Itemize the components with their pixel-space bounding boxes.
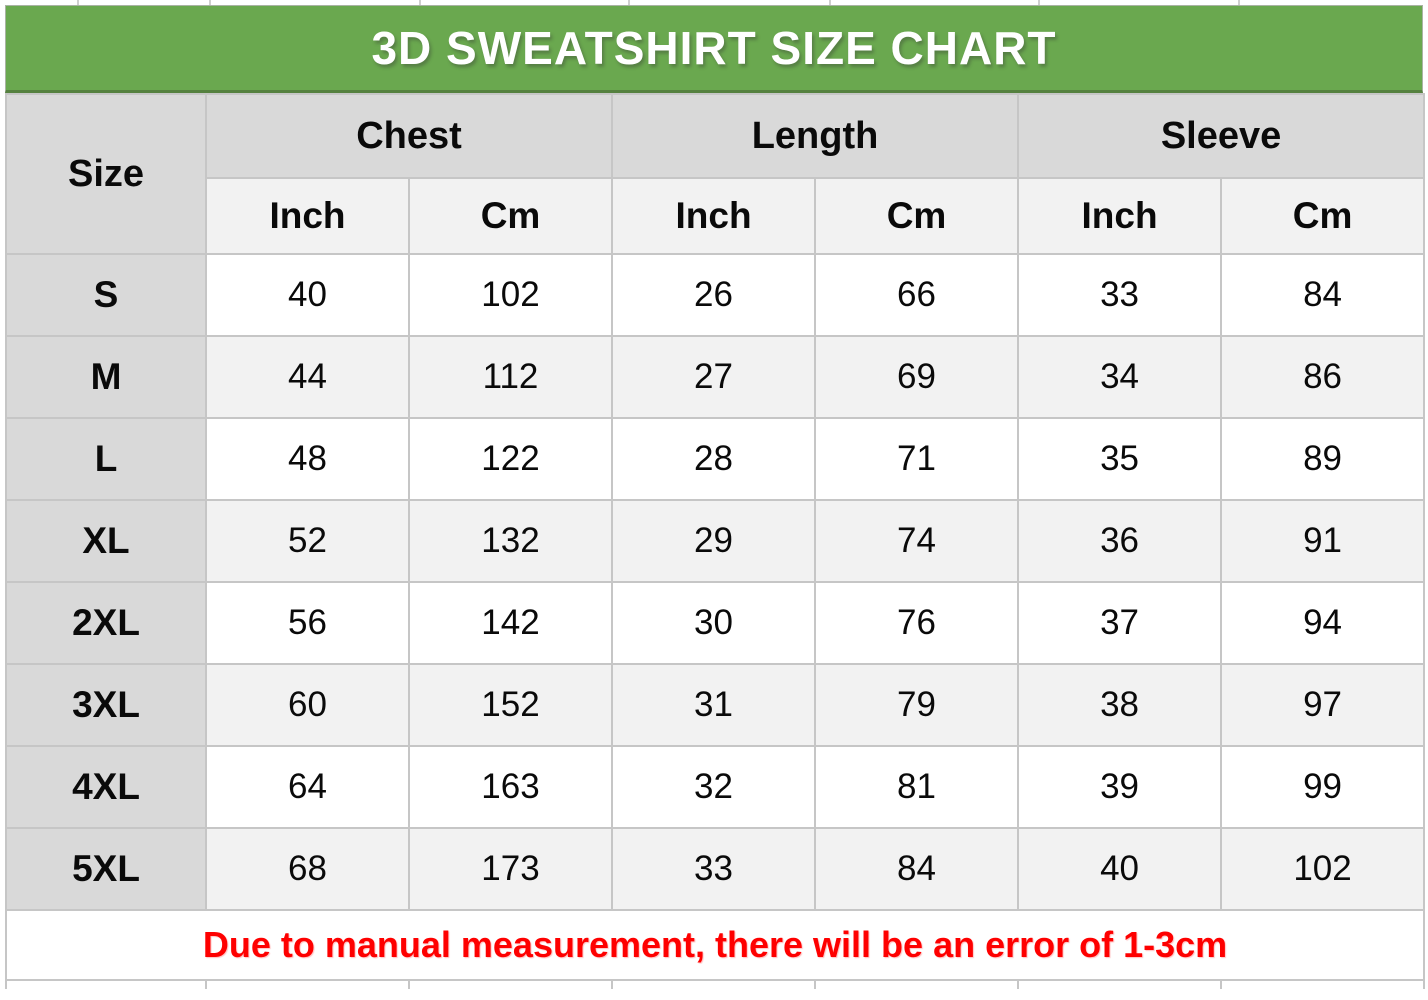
empty-cell [206,980,409,989]
measurement-value: 89 [1221,418,1424,500]
size-column-header: Size [6,94,206,254]
measurement-value: 97 [1221,664,1424,746]
measurement-value: 86 [1221,336,1424,418]
measurement-value: 79 [815,664,1018,746]
unit-header-sleeve-cm: Cm [1221,178,1424,254]
measurement-value: 122 [409,418,612,500]
unit-header-row [6,178,1424,254]
size-label: 3XL [6,664,206,746]
table-row [6,500,1424,582]
measurement-value: 102 [1221,828,1424,910]
page-title: 3D SWEATSHIRT SIZE CHART [371,22,1057,74]
measurement-value: 91 [1221,500,1424,582]
measurement-value: 84 [815,828,1018,910]
measurement-value: 71 [815,418,1018,500]
table-row [6,254,1424,336]
empty-cell [409,980,612,989]
group-header-sleeve: Sleeve [1018,94,1424,178]
measurement-value: 76 [815,582,1018,664]
measurement-value: 27 [612,336,815,418]
measurement-value: 56 [206,582,409,664]
measurement-value: 163 [409,746,612,828]
measurement-value: 102 [409,254,612,336]
measurement-value: 33 [1018,254,1221,336]
measurement-value: 112 [409,336,612,418]
size-table [5,93,1425,989]
size-label: M [6,336,206,418]
group-header-row [6,94,1424,178]
measurement-value: 84 [1221,254,1424,336]
note-row [6,910,1424,980]
measurement-value: 35 [1018,418,1221,500]
empty-cell [1221,980,1424,989]
measurement-value: 40 [206,254,409,336]
measurement-value: 132 [409,500,612,582]
measurement-value: 173 [409,828,612,910]
table-row [6,336,1424,418]
unit-header-sleeve-inch: Inch [1018,178,1221,254]
unit-header-length-cm: Cm [815,178,1018,254]
measurement-value: 37 [1018,582,1221,664]
size-label: 4XL [6,746,206,828]
measurement-value: 99 [1221,746,1424,828]
measurement-value: 26 [612,254,815,336]
size-label: L [6,418,206,500]
measurement-value: 68 [206,828,409,910]
sheet-gridline-strip-bottom [6,980,1424,989]
measurement-value: 69 [815,336,1018,418]
size-label: 5XL [6,828,206,910]
empty-cell [815,980,1018,989]
empty-cell [612,980,815,989]
measurement-value: 48 [206,418,409,500]
measurement-value: 30 [612,582,815,664]
table-row [6,582,1424,664]
size-label: 2XL [6,582,206,664]
table-row [6,418,1424,500]
measurement-value: 74 [815,500,1018,582]
unit-header-length-inch: Inch [612,178,815,254]
size-label: XL [6,500,206,582]
measurement-value: 38 [1018,664,1221,746]
measurement-value: 32 [612,746,815,828]
table-row [6,664,1424,746]
empty-cell [6,980,206,989]
measurement-value: 28 [612,418,815,500]
measurement-note: Due to manual measurement, there will be an error of 1-3cm [6,910,1424,980]
measurement-value: 44 [206,336,409,418]
measurement-value: 29 [612,500,815,582]
title-banner [5,5,1423,93]
measurement-value: 40 [1018,828,1221,910]
table-row [6,828,1424,910]
measurement-value: 34 [1018,336,1221,418]
measurement-value: 60 [206,664,409,746]
unit-header-chest-cm: Cm [409,178,612,254]
size-label: S [6,254,206,336]
measurement-value: 31 [612,664,815,746]
measurement-value: 64 [206,746,409,828]
measurement-value: 33 [612,828,815,910]
unit-header-chest-inch: Inch [206,178,409,254]
group-header-chest: Chest [206,94,612,178]
measurement-value: 94 [1221,582,1424,664]
measurement-value: 52 [206,500,409,582]
measurement-value: 142 [409,582,612,664]
measurement-value: 36 [1018,500,1221,582]
group-header-length: Length [612,94,1018,178]
measurement-value: 39 [1018,746,1221,828]
measurement-value: 152 [409,664,612,746]
empty-cell [1018,980,1221,989]
table-row [6,746,1424,828]
measurement-value: 66 [815,254,1018,336]
measurement-value: 81 [815,746,1018,828]
